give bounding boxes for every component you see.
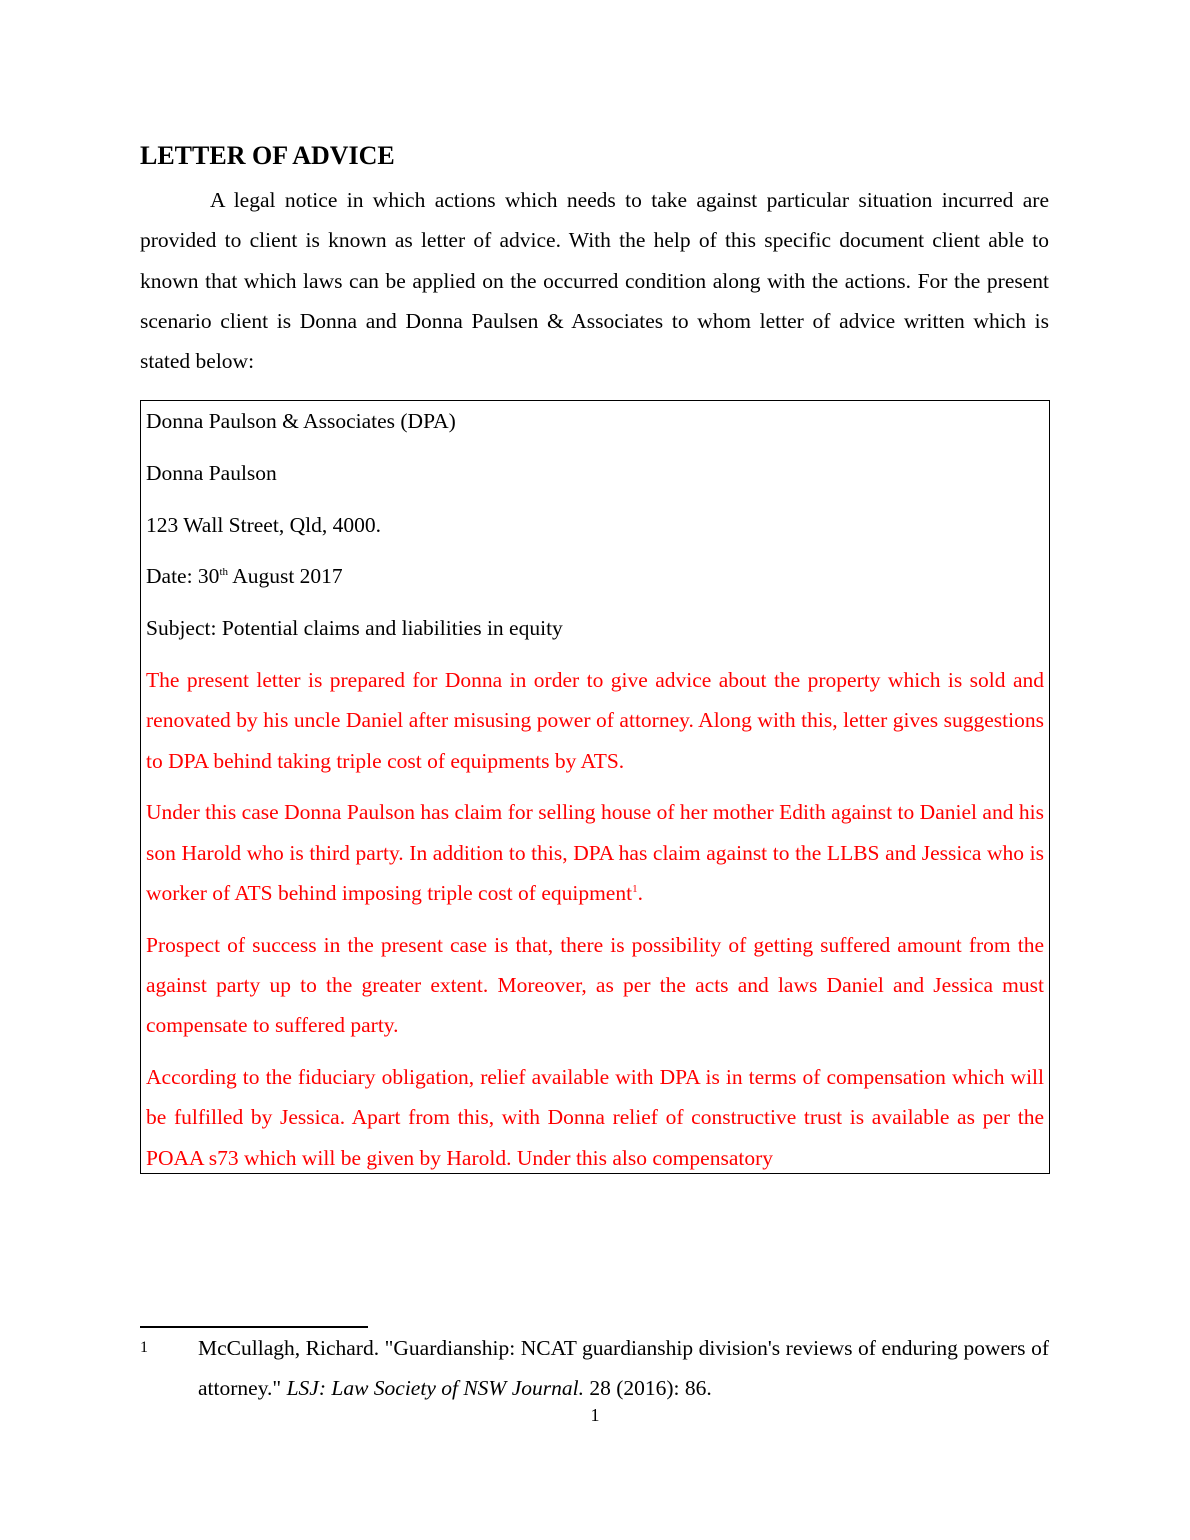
letter-paragraph-claims — [146, 792, 1044, 913]
letter-paragraph-purpose: The present letter is prepared for Donna in order to give advice about the property which is sold and renovated by his uncle Daniel after misusing power of attorney. Along with this, letter gives suggestions to DPA behind taking triple cost of equipments by ATS. — [146, 667, 1044, 773]
footnote-text — [198, 1328, 1049, 1409]
intro-text: A legal notice in which actions which needs to take against particular situation incurred are provided to client is known as letter of advice. With the help of this specific document client able to known that which laws can be applied on the occurred condition along with the actions. For the present scenario client is Donna and Donna Paulsen & Associates to whom letter of advice written which is stated below: — [140, 188, 1049, 374]
letter-recipient-name: Donna Paulson — [146, 460, 277, 485]
letter-date-ordinal: th — [219, 566, 228, 579]
page-title: LETTER OF ADVICE — [140, 141, 395, 170]
letter-date-prefix: Date: 30 — [146, 564, 220, 589]
letter-box — [140, 400, 1050, 1174]
letter-address: 123 Wall Street, Qld, 4000. — [146, 512, 381, 537]
letter-date — [146, 556, 1044, 596]
letter-firm: Donna Paulson & Associates (DPA) — [146, 409, 456, 433]
claims-end: . — [637, 880, 643, 905]
letter-date-rest: August 2017 — [228, 564, 343, 589]
letter-paragraph-relief: According to the fiduciary obligation, relief available with DPA is in terms of compensation which will be fulfilled by Jessica. Apart from this, with Donna relief of constructive trust is available as per the POAA s73 which will be given by Harold. Under this also compensatory — [146, 1065, 1044, 1170]
footnote-citation-end: 28 (2016): 86. — [583, 1376, 712, 1401]
letter-paragraph-prospect: Prospect of success in the present case is that, there is possibility of getting suffered amount from the against party up to the greater extent. Moreover, as per the acts and laws Daniel and Jessica must compensate to suffered party. — [146, 932, 1044, 1038]
footnote-journal: LSJ: Law Society of NSW Journal. — [286, 1376, 584, 1401]
claims-text: Under this case Donna Paulson has claim for selling house of her mother Edith against to Daniel and his son Harold who is third party. In addition to this, DPA has claim against to the LLBS and Jessica who is worker of ATS behind imposing triple cost of equipment — [146, 800, 1044, 905]
letter-subject: Subject: Potential claims and liabilities in equity — [146, 616, 563, 641]
intro-paragraph — [140, 180, 1049, 381]
footnote-citation: McCullagh, Richard. "Guardianship: NCAT guardianship division's reviews of enduring powers of attorney." — [198, 1336, 1049, 1401]
footnote-reference[interactable]: 1 — [632, 882, 638, 895]
page-number: 1 — [590, 1405, 600, 1425]
footnote-marker: 1 — [140, 1339, 148, 1356]
